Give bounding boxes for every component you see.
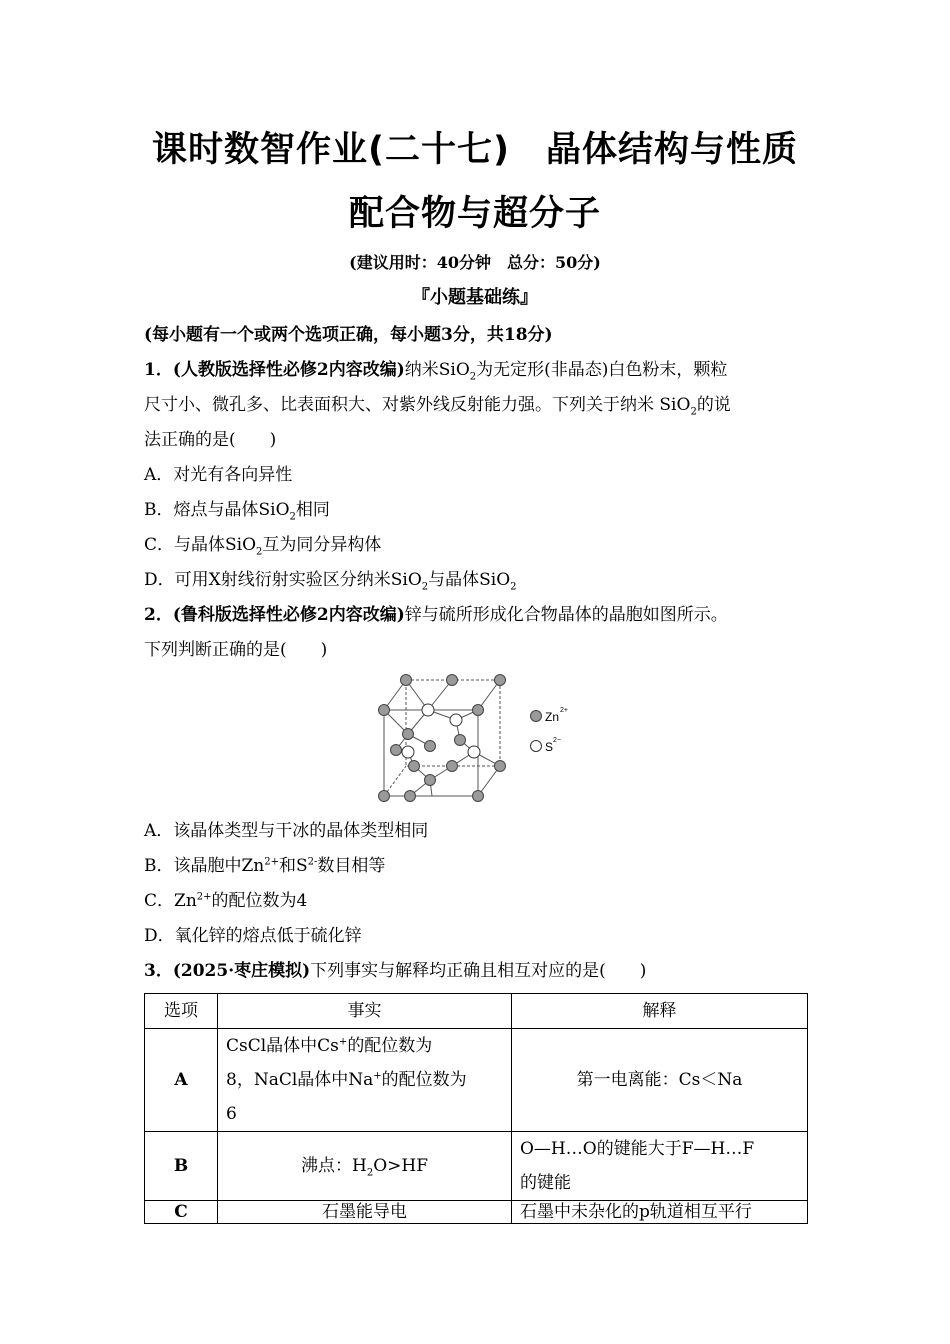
q1-option-d: D．可用X射线衍射实验区分纳米SiO$_2$与晶体SiO$_2$ bbox=[144, 570, 517, 593]
row-c-option: C bbox=[145, 1201, 218, 1224]
header-explanation: 解释 bbox=[512, 994, 808, 1029]
questions bbox=[144, 318, 808, 1224]
table-row bbox=[145, 1132, 808, 1201]
instructions: (每小题有一个或两个选项正确，每小题3分，共18分) bbox=[144, 325, 553, 345]
q2-stem-line2: 下列判断正确的是( ) bbox=[144, 640, 328, 660]
table-header-row bbox=[145, 994, 808, 1029]
time-score-info: (建议用时：40分钟 总分：50分) bbox=[349, 253, 601, 272]
q2-option-a: A．该晶体类型与干冰的晶体类型相同 bbox=[144, 821, 429, 841]
row-a-fact: CsCl晶体中Cs+的配位数为 8，NaCl晶体中Na+的配位数为 6 bbox=[218, 1029, 512, 1132]
section-heading: 『小题基础练』 bbox=[412, 287, 538, 308]
q2-option-c: C．$Zn^{2+}$的配位数为4 bbox=[144, 891, 308, 911]
row-c-fact: 石墨能导电 bbox=[218, 1201, 512, 1224]
q1-option-a: A．对光有各向异性 bbox=[144, 465, 293, 485]
s-legend-label: S bbox=[545, 740, 554, 754]
q2-option-d: D．氧化锌的熔点低于硫化锌 bbox=[144, 926, 362, 946]
q3-table bbox=[144, 993, 808, 1224]
svg-text:2−: 2− bbox=[553, 737, 561, 744]
q3-stem: 3．(2025·枣庄模拟)下列事实与解释均正确且相互对应的是( ) bbox=[144, 961, 647, 981]
q1-option-b: B．熔点与晶体SiO$_2$相同 bbox=[144, 500, 330, 523]
q1-stem-line1: 1．(人教版选择性必修2内容改编)纳米SiO$_2$为无定形(非晶态)白色粉末，颗粒 bbox=[144, 360, 728, 383]
row-b-explanation: O—H…O的键能大于F—H…F 的键能 bbox=[512, 1132, 808, 1201]
crystal-cell-figure bbox=[144, 672, 808, 808]
q2-number: 2． bbox=[144, 605, 173, 625]
q1-source: (人教版选择性必修2内容改编) bbox=[172, 360, 405, 380]
table-row bbox=[145, 1201, 808, 1224]
row-c-explanation: 石墨中未杂化的p轨道相互平行 bbox=[512, 1201, 808, 1224]
page-title: 课时数智作业(二十七) 晶体结构与性质 bbox=[152, 130, 798, 170]
zn-legend-label: Zn bbox=[545, 710, 560, 724]
row-a-explanation: 第一电离能：Cs＜Na bbox=[512, 1029, 808, 1132]
q1-stem-line3: 法正确的是( ) bbox=[144, 430, 277, 450]
s-legend-icon bbox=[531, 741, 542, 752]
q1-stem-line2: 尺寸小、微孔多、比表面积大、对紫外线反射能力强。下列关于纳米 SiO$_2$的说 bbox=[144, 395, 731, 418]
row-b-option: B bbox=[145, 1132, 218, 1201]
q2-option-b: B．该晶胞中$Zn^{2+}$和$S^{2-}$数目相等 bbox=[144, 856, 386, 876]
header-option: 选项 bbox=[145, 994, 218, 1029]
header-fact: 事实 bbox=[218, 994, 512, 1029]
q2-source: (鲁科版选择性必修2内容改编) bbox=[172, 605, 405, 625]
row-a-option: A bbox=[145, 1029, 218, 1132]
q2-stem-line1: 2．(鲁科版选择性必修2内容改编)锌与硫所形成化合物晶体的晶胞如图所示。 bbox=[144, 605, 728, 625]
page-subtitle: 配合物与超分子 bbox=[348, 194, 601, 234]
q3-number: 3． bbox=[144, 961, 173, 981]
svg-text:2+: 2+ bbox=[560, 707, 568, 714]
q3-source: (2025·枣庄模拟) bbox=[172, 961, 311, 981]
zn-legend-icon bbox=[531, 711, 542, 722]
table-row bbox=[145, 1029, 808, 1132]
row-b-fact: 沸点：$H_2O>HF$ bbox=[218, 1132, 512, 1201]
zns-unit-cell-diagram bbox=[370, 672, 580, 808]
q1-option-c: C．与晶体SiO$_2$互为同分异构体 bbox=[144, 535, 382, 558]
q1-number: 1． bbox=[144, 360, 173, 380]
